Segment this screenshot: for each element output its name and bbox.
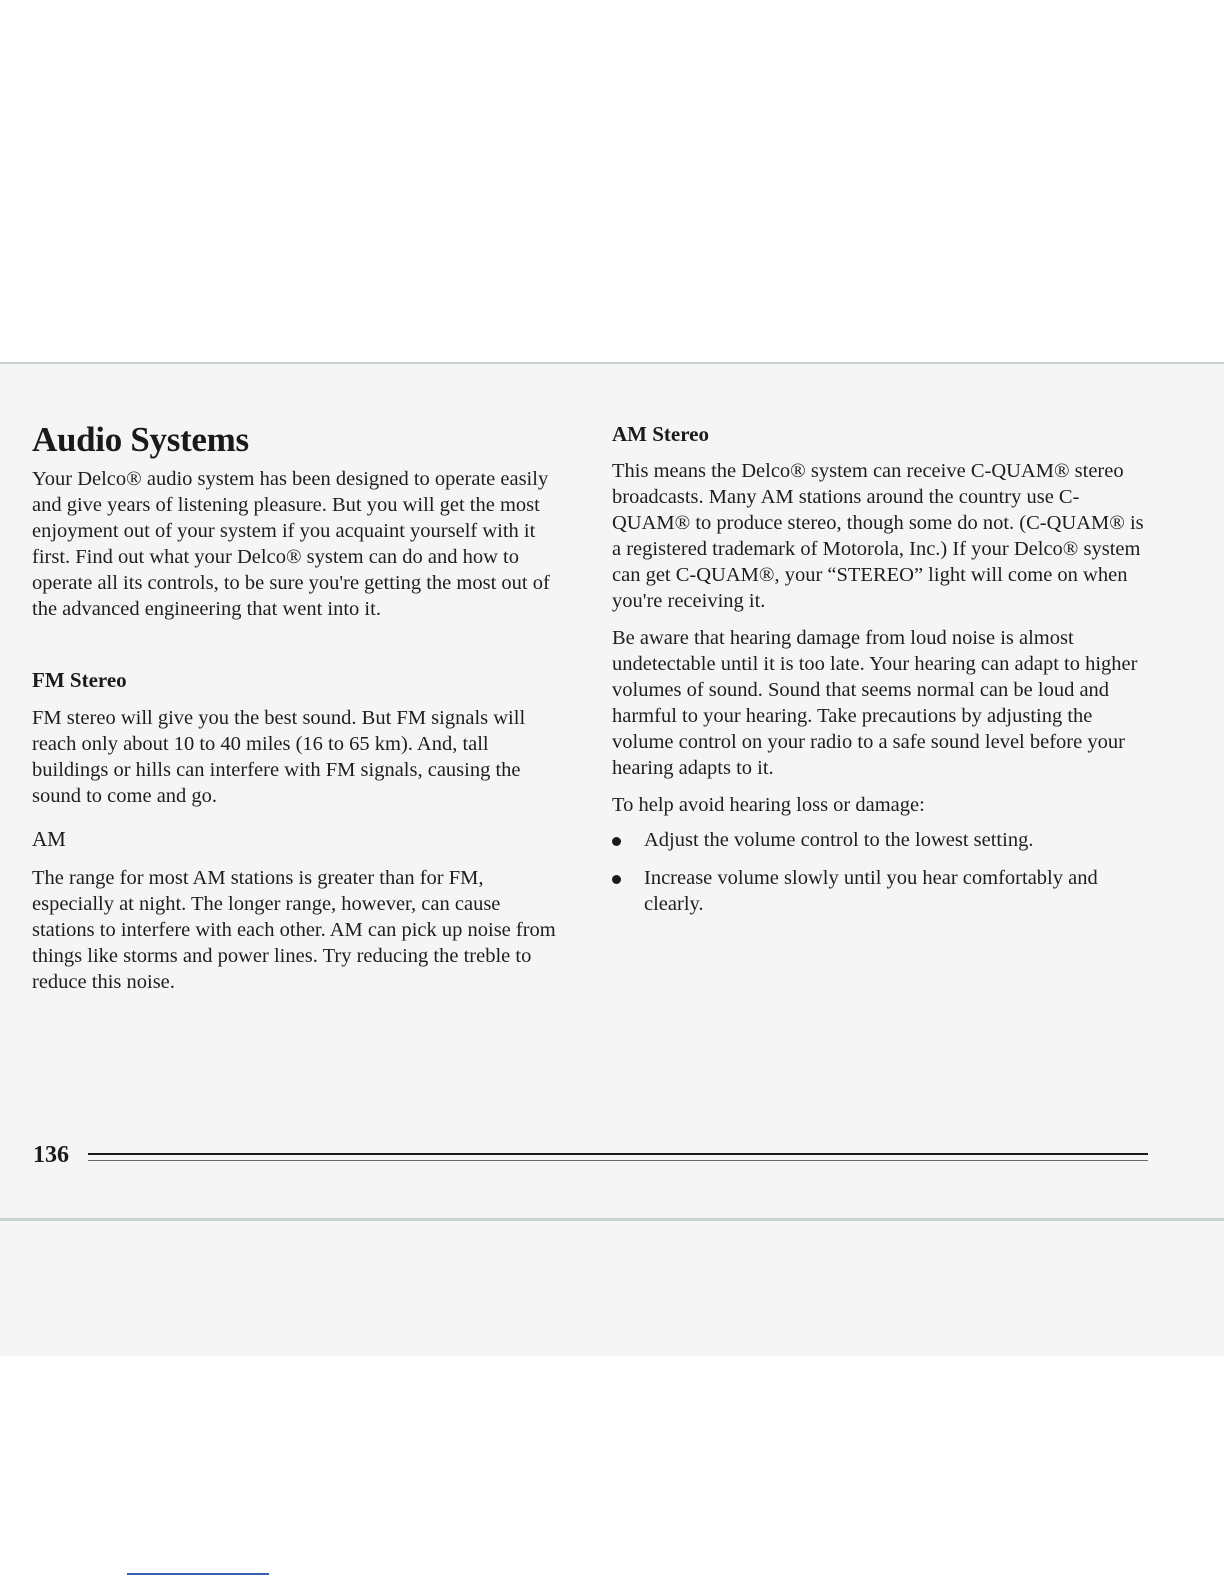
bottom-link-underline[interactable] [127,1573,269,1575]
bullet-icon [612,875,621,884]
scan-top-edge [0,362,1224,364]
hearing-warning-paragraph: Be aware that hearing damage from loud noise is almost undetectable until it is too late. Your hearing can adapt to higher volumes of sound. Sound that seems normal can be loud and harmful to your hearing. Take precautions by adjusting the volume control on your radio to a safe sound level before your hearing adapts to it. [612,627,1138,779]
am-heading: AM [32,827,66,851]
hearing-intro: To help avoid hearing loss or damage: [612,794,925,816]
am-stereo-heading: AM Stereo [612,422,709,446]
bullet-text: Increase volume slowly until you hear comfortably and clearly. [644,867,1098,915]
am-stereo-paragraph: This means the Delco® system can receive C-QUAM® stereo broadcasts. Many AM stations around the country use C-QUAM® to produce stereo, though some do not. (C-QUAM® is a registered trademark of Motorola, Inc.) If your Delco® system can get C-QUAM®, your “STEREO” light will come on when you're receiving it. [612,460,1144,612]
page-number: 136 [33,1142,69,1168]
footer-rule-secondary [88,1160,1148,1161]
fm-stereo-heading: FM Stereo [32,668,127,692]
scan-bottom-edge [0,1218,1224,1221]
intro-paragraph: Your Delco® audio system has been designed to operate easily and give years of listening pleasure. But you will get the most enjoyment out of your system if you acquaint yourself with it first. Find out what your Delco® system can do and how to operate all its controls, to be sure you're getting the most out of the advanced engineering that went into it. [32,468,550,620]
am-paragraph: The range for most AM stations is greater than for FM, especially at night. The longer range, however, can cause stations to interfere with each other. AM can pick up noise from things like storms and power lines. Try reducing the treble to reduce this noise. [32,867,556,993]
list-item [612,827,1132,853]
footer-rule [88,1153,1148,1155]
page-title: Audio Systems [32,420,249,459]
fm-stereo-paragraph: FM stereo will give you the best sound. But FM signals will reach only about 10 to 40 miles (16 to 65 km). And, tall buildings or hills can interfere with FM signals, causing the sound to come and go. [32,707,526,807]
bullet-icon [612,837,621,846]
list-item [612,865,1132,917]
bullet-text: Adjust the volume control to the lowest setting. [644,829,1034,851]
